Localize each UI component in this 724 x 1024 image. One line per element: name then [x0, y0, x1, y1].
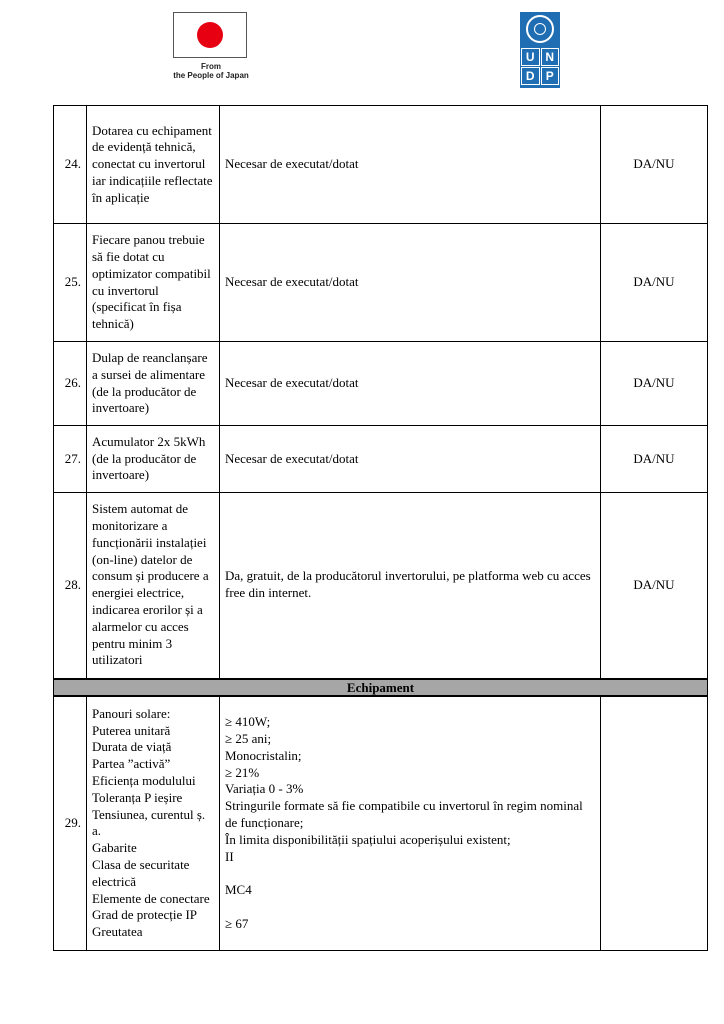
answer-cell: [601, 696, 708, 951]
un-emblem-icon: [526, 15, 554, 43]
page-header: [0, 0, 724, 100]
table-row: [54, 426, 708, 493]
japan-flag-icon: [173, 12, 247, 58]
spec-name: Durata de viață: [92, 739, 172, 755]
spec-value: ≥ 25 ani;: [225, 731, 272, 747]
row-number: 29.: [54, 696, 87, 951]
spec-value: MC4: [225, 882, 252, 898]
japan-logo-caption: [166, 62, 256, 80]
requirement-cell: Necesar de executat/dotat: [220, 224, 601, 342]
table-row: [54, 342, 708, 426]
spec-value: ≥ 21%: [225, 764, 260, 780]
spec-name: Gabarite: [92, 840, 137, 856]
japan-caption-line-2: the People of Japan: [173, 71, 249, 80]
table-row: [54, 493, 708, 679]
answer-cell: DA/NU: [601, 493, 708, 679]
requirement-cell: Necesar de executat/dotat: [220, 106, 601, 224]
spec-name: Tensiunea, curentul ș. a.: [92, 806, 206, 839]
undp-letters: [521, 48, 559, 85]
spec-value: ≥ 67: [225, 915, 249, 931]
requirement-cell: Da, gratuit, de la producătorul invertorului, pe platforma web cu acces free din internet.: [220, 493, 601, 679]
row-number: 26.: [54, 342, 87, 426]
spec-value-spacer: [225, 899, 595, 916]
table-row: [54, 106, 708, 224]
criterion-cell: Fiecare panou trebuie să fie dotat cu optimizator compatibil cu invertorul (specificat în fișa tehnică): [87, 224, 220, 342]
spec-values-cell: [220, 696, 601, 951]
row-number: 28.: [54, 493, 87, 679]
spec-value: Variația 0 - 3%: [225, 781, 304, 797]
requirements-table: [53, 105, 708, 951]
criterion-cell: Dotarea cu echipament de evidență tehnică, conectat cu invertorul iar indicațiile reflectate în aplicație: [87, 106, 220, 224]
requirement-cell: Necesar de executat/dotat: [220, 426, 601, 493]
spec-name: Elemente de conectare: [92, 890, 210, 906]
criterion-cell: Dulap de reanclanșare a sursei de alimentare (de la producător de invertoare): [87, 342, 220, 426]
table-row: [54, 224, 708, 342]
japan-caption-line-1: From: [201, 62, 221, 71]
row-number: 27.: [54, 426, 87, 493]
undp-letter-p: P: [541, 67, 560, 85]
row-number: 25.: [54, 224, 87, 342]
undp-letter-n: N: [541, 48, 560, 66]
requirement-cell: Necesar de executat/dotat: [220, 342, 601, 426]
japan-aid-logo: [166, 12, 256, 84]
spec-value-spacer: [225, 933, 595, 950]
answer-cell: DA/NU: [601, 106, 708, 224]
spec-value-spacer: [225, 865, 595, 882]
answer-cell: DA/NU: [601, 342, 708, 426]
spec-value: Monocristalin;: [225, 747, 302, 763]
criterion-cell: Sistem automat de monitorizare a funcționării instalației (on-line) datelor de consum și producere a energiei electrice, indicarea erorilor și a alarmelor cu acces pentru minim 3 utilizatori: [87, 493, 220, 679]
answer-cell: DA/NU: [601, 426, 708, 493]
spec-value-spacer: [225, 698, 595, 715]
table-row: [54, 696, 708, 951]
spec-value: În limita disponibilității spațiului acoperișului existent;: [225, 831, 511, 847]
spec-name: Partea ”activă”: [92, 756, 171, 772]
section-header-row: [54, 679, 708, 696]
spec-value: II: [225, 848, 234, 864]
spec-name: Panouri solare:: [92, 705, 171, 721]
undp-letter-d: D: [521, 67, 540, 85]
undp-logo: [520, 12, 560, 88]
spec-name: Toleranța P ieșire: [92, 789, 183, 805]
section-title: Echipament: [54, 679, 708, 696]
row-number: 24.: [54, 106, 87, 224]
answer-cell: DA/NU: [601, 224, 708, 342]
spec-name: Puterea unitară: [92, 722, 171, 738]
criterion-cell: Acumulator 2x 5kWh (de la producător de invertoare): [87, 426, 220, 493]
spec-name: Clasa de securitate electrică: [92, 857, 190, 889]
spec-value: ≥ 410W;: [225, 714, 271, 730]
spec-name: Grad de protecție IP: [92, 907, 198, 923]
spec-value: Stringurile formate să fie compatibile cu invertorul în regim nominal de funcționare;: [225, 798, 583, 831]
spec-name: Eficiența modulului: [92, 773, 196, 789]
spec-name: Greutatea: [92, 924, 143, 940]
undp-letter-u: U: [521, 48, 540, 66]
spec-names-cell: [87, 696, 220, 951]
rising-sun-disc: [197, 22, 223, 48]
